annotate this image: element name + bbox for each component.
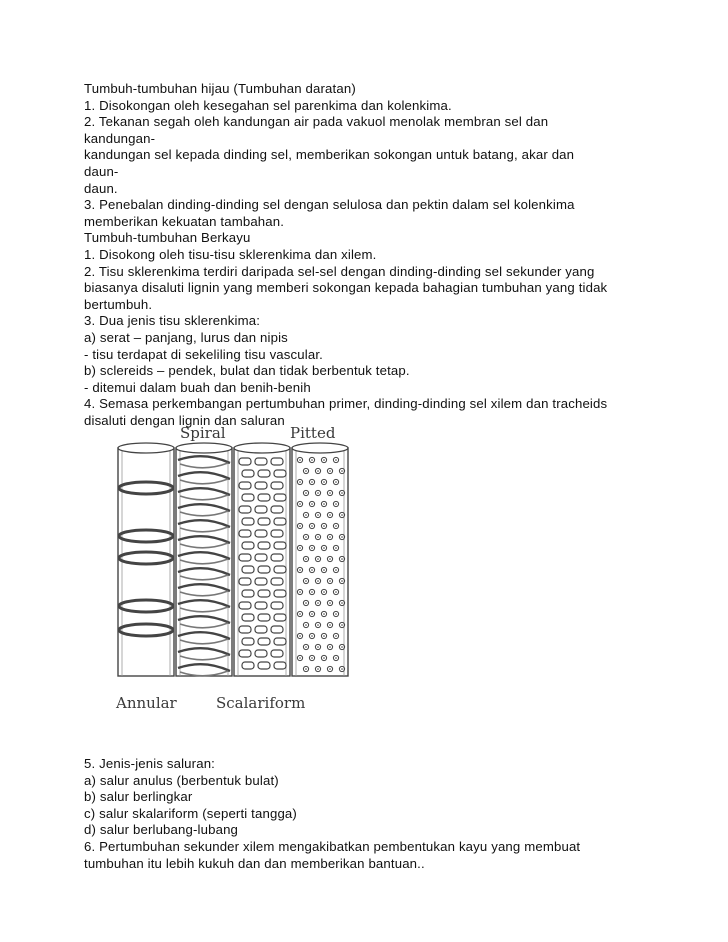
text-line: 2. Tekanan segah oleh kandungan air pada vakuol menolak membran sel dan xyxy=(84,114,549,130)
text-line: c) salur skalariform (seperti tangga) xyxy=(84,805,297,821)
text-line: disaluti dengan lignin dan saluran xyxy=(84,412,285,428)
text-line: daun- xyxy=(84,163,119,179)
text-line: memberikan kekuatan tambahan. xyxy=(84,213,285,229)
vessel-scalariform xyxy=(234,443,290,676)
text-block-top xyxy=(84,81,654,429)
text-line: d) salur berlubang-lubang xyxy=(84,822,239,838)
text-line: 3. Dua jenis tisu sklerenkima: xyxy=(84,313,261,329)
text-line: b) sclereids – pendek, bulat dan tidak berbentuk tetap. xyxy=(84,363,410,379)
vessel-annular xyxy=(118,443,174,676)
label-scalariform: Scalariform xyxy=(216,694,306,712)
xylem-vessels-drawing xyxy=(110,418,360,718)
text-line: - ditemui dalam buah dan benih-benih xyxy=(84,379,311,395)
text-line: 2. Tisu sklerenkima terdiri daripada sel-sel dengan dinding-dinding sel sekunder yang xyxy=(84,263,595,279)
text-line: bertumbuh. xyxy=(84,296,153,312)
text-line: 5. Jenis-jenis saluran: xyxy=(84,756,215,771)
text-line: kandungan- xyxy=(84,130,156,146)
text-line: 1. Disokongan oleh kesegahan sel parenkima dan kolenkima. xyxy=(84,97,452,113)
text-line: biasanya disaluti lignin yang memberi sokongan kepada bahagian tumbuhan yang tidak xyxy=(84,280,608,296)
text-line: Tumbuh-tumbuhan Berkayu xyxy=(84,230,251,246)
text-line: - tisu terdapat di sekeliling tisu vascular. xyxy=(84,346,323,362)
label-annular: Annular xyxy=(116,694,177,712)
label-pitted: Pitted xyxy=(290,424,336,442)
vessel-pitted xyxy=(292,443,348,676)
text-line: Tumbuh-tumbuhan hijau (Tumbuhan daratan) xyxy=(84,81,356,96)
text-line: a) salur anulus (berbentuk bulat) xyxy=(84,772,279,788)
text-line: 1. Disokong oleh tisu-tisu sklerenkima dan xilem. xyxy=(84,246,377,262)
text-block-bottom xyxy=(84,756,654,872)
text-line: b) salur berlingkar xyxy=(84,789,193,805)
label-spiral: Spiral xyxy=(180,424,226,442)
text-line: a) serat – panjang, lurus dan nipis xyxy=(84,329,288,345)
vessel-spiral xyxy=(176,443,232,676)
text-line: 4. Semasa perkembangan pertumbuhan primer, dinding-dinding sel xilem dan tracheids xyxy=(84,396,608,412)
text-line: 3. Penebalan dinding-dinding sel dengan selulosa dan pektin dalam sel kolenkima xyxy=(84,197,575,213)
text-line: tumbuhan itu lebih kukuh dan dan memberikan bantuan.. xyxy=(84,855,425,871)
text-line: kandungan sel kepada dinding sel, memberikan sokongan untuk batang, akar dan xyxy=(84,147,575,163)
text-line: 6. Pertumbuhan sekunder xilem mengakibatkan pembentukan kayu yang membuat xyxy=(84,838,581,854)
text-line: daun. xyxy=(84,180,118,196)
xylem-vessels-figure xyxy=(110,418,360,718)
